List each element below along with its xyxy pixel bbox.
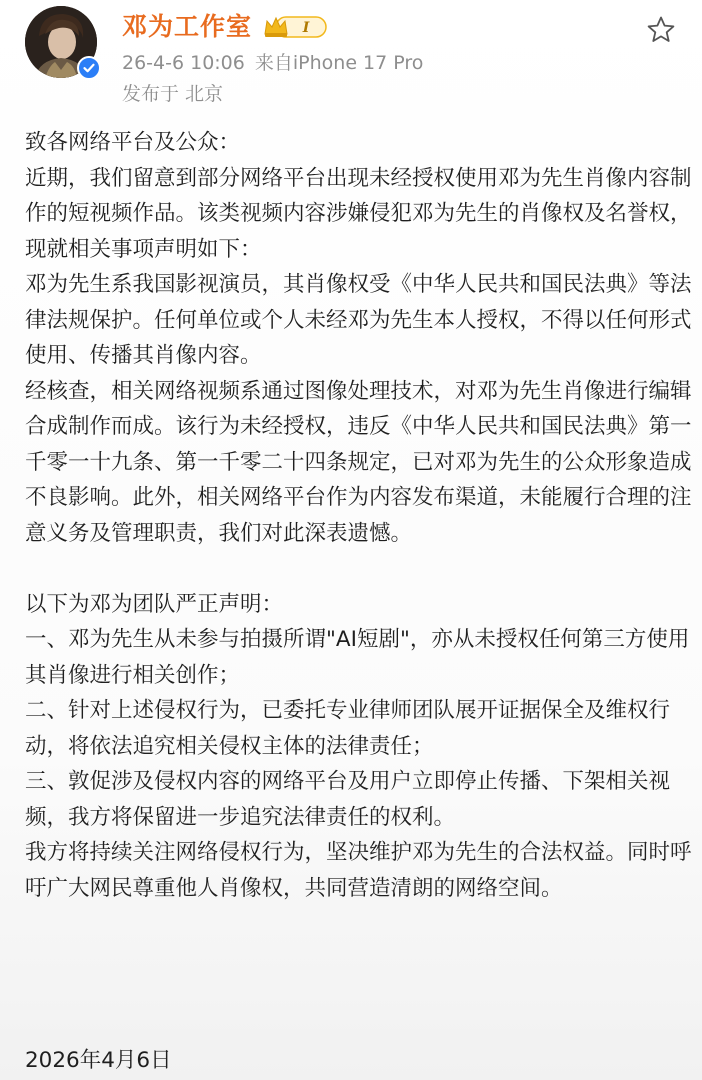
post-paragraph: 我方将持续关注网络侵权行为，坚决维护邓为先生的合法权益。同时呼吁广大网民尊重他人肖像权，共同营造清朗的网络空间。	[25, 840, 692, 901]
post-location	[122, 81, 223, 107]
post-device: 来自iPhone 17 Pro	[254, 52, 424, 74]
post-paragraph: 一、邓为先生从未参与拍摄所谓"AI短剧"，亦从未授权任何第三方使用其肖像进行相关创作；	[25, 627, 690, 688]
crown-member-badge-icon[interactable]	[262, 14, 328, 40]
post-paragraph: 以下为邓为团队严正声明：	[25, 591, 284, 617]
paragraph-spacer	[25, 551, 695, 587]
post-meta	[122, 50, 423, 76]
post-timestamp: 26-4-6 10:06	[122, 52, 245, 74]
star-outline-icon[interactable]	[645, 14, 677, 46]
verified-check-icon	[77, 56, 101, 80]
location-city: 北京	[185, 83, 224, 105]
badge-level-text: I	[302, 20, 310, 36]
post-paragraph: 致各网络平台及公众：	[25, 130, 241, 155]
post-date: 2026年4月6日	[25, 1048, 172, 1073]
post-header	[0, 0, 702, 118]
location-label: 发布于	[122, 83, 180, 105]
author-name[interactable]: 邓为工作室	[122, 12, 253, 41]
post-paragraph: 近期，我们留意到部分网络平台出现未经授权使用邓为先生肖像内容制作的短视频作品。该类视频内容涉嫌侵犯邓为先生的肖像权及名誉权，现就相关事项声明如下：	[25, 165, 692, 262]
post-paragraph: 二、针对上述侵权行为，已委托专业律师团队展开证据保全及维权行动，将依法追究相关侵权主体的法律责任；	[25, 698, 671, 759]
post-body	[25, 125, 695, 906]
post-paragraph: 三、敦促涉及侵权内容的网络平台及用户立即停止传播、下架相关视频，我方将保留进一步追究法律责任的权利。	[25, 769, 671, 830]
post-paragraph: 经核查，相关网络视频系通过图像处理技术，对邓为先生肖像进行编辑合成制作而成。该行为未经授权，违反《中华人民共和国民法典》第一千零一十九条、第一千零二十四条规定，已对邓为先生的公众形象造成不良影响。此外，相关网络平台作为内容发布渠道，未能履行合理的注意义务及管理职责，我们对此深表遗憾。	[25, 378, 692, 546]
post-paragraph: 邓为先生系我国影视演员，其肖像权受《中华人民共和国民法典》等法律法规保护。任何单位或个人未经邓为先生本人授权，不得以任何形式使用、传播其肖像内容。	[25, 272, 692, 368]
author-name-row	[122, 10, 328, 44]
